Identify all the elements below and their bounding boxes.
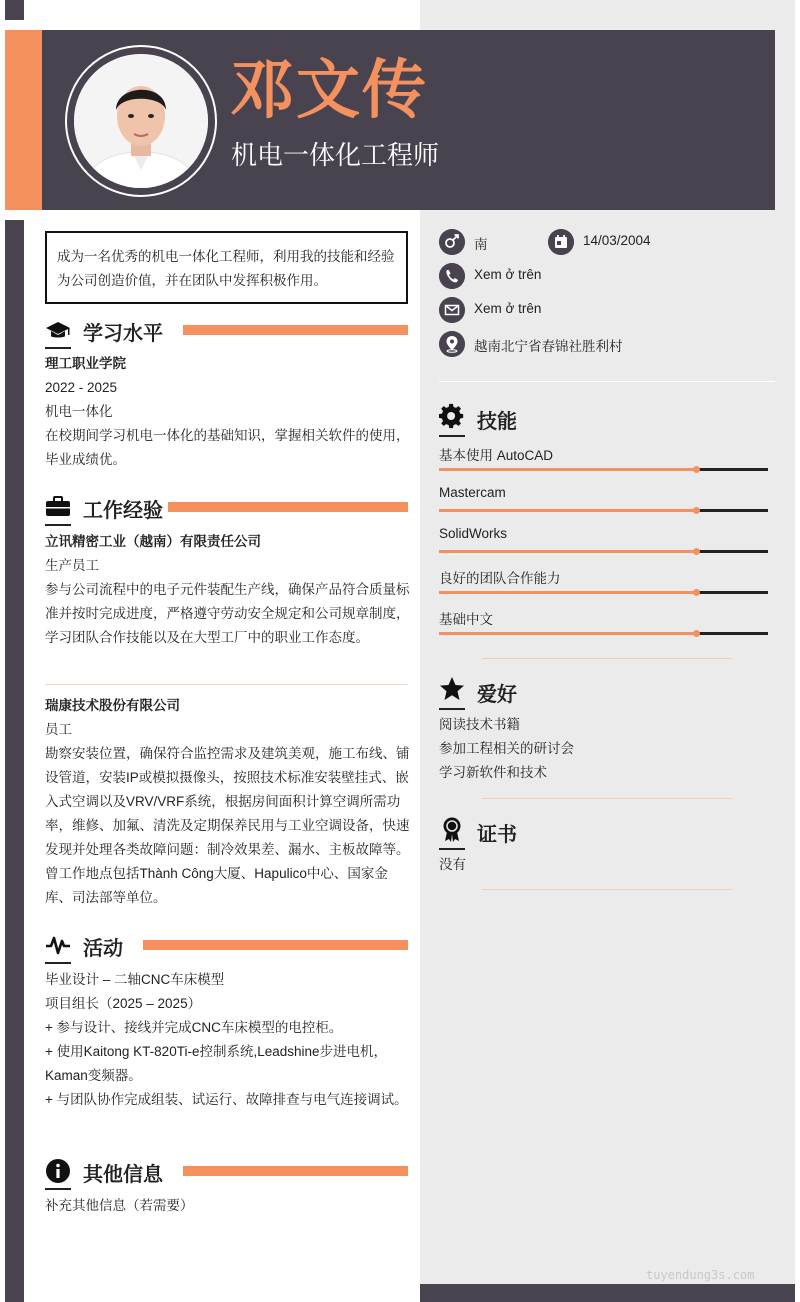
header-banner [5,30,775,210]
skill-name: SolidWorks [439,526,508,541]
contact-birthday [548,229,688,255]
sidebar-bottom-bar [420,1284,795,1302]
hobby-item: 阅读技术书籍 [439,717,520,732]
gear-icon [439,403,465,429]
job-role: 员工 [45,722,72,737]
gender-icon [439,229,465,255]
section-underline [439,708,465,710]
graduation-cap-icon [45,317,71,343]
info-icon [45,1158,71,1184]
award-ribbon-icon [439,816,465,842]
email-value: Xem ở trên [474,301,542,316]
contact-address [439,331,759,357]
other-info-title: 其他信息 [83,1164,163,1186]
candidate-name: 邓文传 [230,54,428,126]
job-description: 参与公司流程中的电子元件装配生产线，确保产品符合质量标准并按时完成进度，严格遵守劳动安全规定和公司规章制度，学习团队合作技能以及在大型工厂中的职业工作态度。 [45,582,410,645]
contact-gender [439,229,549,255]
skill-level-fill [439,632,696,635]
skill-level-handle [693,548,700,555]
skill-level-handle [693,589,700,596]
location-pin-icon [439,331,465,357]
skill-level-track [439,550,768,553]
activity-line: + 与团队协作完成组装、试运行、故障排查与电气连接调试。 [45,1092,408,1107]
section-underline [439,848,465,850]
education-years: 2022 - 2025 [45,380,118,395]
skill-name: 良好的团队合作能力 [439,571,561,586]
skill-name: Mastercam [439,485,506,500]
skill-level-handle [693,466,700,473]
briefcase-icon [45,494,71,520]
skill-item [439,526,769,556]
activity-pulse-icon [45,932,71,958]
skill-level-handle [693,630,700,637]
left-strip-top [5,0,24,20]
section-underline [439,435,465,437]
hobby-item: 学习新软件和技术 [439,765,547,780]
school-name: 理工职业学院 [45,356,126,371]
phone-value: Xem ở trên [474,267,542,282]
skills-section-header [439,403,739,437]
experience-title: 工作经验 [83,500,163,522]
education-description: 在校期间学习机电一体化的基础知识，掌握相关软件的使用，毕业成绩优。 [45,428,410,467]
avatar-portrait [74,54,208,188]
skill-level-fill [439,591,696,594]
skill-level-track [439,468,768,471]
activity-line: + 使用Kaitong KT-820Ti-e控制系统,Leadshine步进电机，Kaman变频器。 [45,1044,388,1083]
certificates-section-header [439,816,739,850]
left-strip [5,220,24,1302]
skill-level-track [439,632,768,635]
header-accent-stripe [5,30,42,210]
certificates-text: 没有 [439,857,466,872]
section-underline [45,524,71,526]
skill-item [439,444,769,474]
activity-line: 项目组长（2025 – 2025） [45,996,202,1011]
experience-job-2 [45,694,410,910]
calendar-icon [548,229,574,255]
star-icon [439,676,465,702]
activity-line: + 参与设计、接线并完成CNC车床模型的电控柜。 [45,1020,343,1035]
avatar-ring [65,45,217,197]
address-value: 越南北宁省春锦社胜利村 [474,339,623,354]
contact-phone [439,263,599,289]
activity-line: 毕业设计 – 二轴CNC车床模型 [45,972,225,987]
company-name: 瑞康技术股份有限公司 [45,698,180,713]
email-icon [439,297,465,323]
gender-value: 南 [474,237,488,252]
hobbies-list [439,713,769,785]
career-objective: 成为一名优秀的机电一体化工程师，利用我的技能和经验为公司创造价值，并在团队中发挥积极作用。 [45,231,408,304]
hobbies-title: 爱好 [477,684,517,706]
contact-divider [439,381,775,382]
skill-level-track [439,591,768,594]
phone-icon [439,263,465,289]
skill-level-track [439,509,768,512]
experience-section-header [45,492,408,526]
education-block [45,352,410,472]
skill-level-fill [439,468,696,471]
avatar [74,54,208,188]
skill-level-handle [693,507,700,514]
experience-job-1 [45,530,410,650]
skill-name: 基本使用 AutoCAD [439,448,554,463]
skills-title: 技能 [477,411,517,433]
section-accent-bar [183,325,408,335]
skill-item [439,567,769,597]
section-underline [45,962,71,964]
activities-section-header [45,930,408,964]
other-info-section-header [45,1156,408,1190]
section-accent-bar [183,1166,408,1176]
activities-title: 活动 [83,938,123,960]
skill-level-fill [439,509,696,512]
skill-level-fill [439,550,696,553]
section-accent-bar [143,940,408,950]
skill-item [439,485,769,515]
section-accent-bar [168,502,408,512]
skill-item [439,608,769,638]
section-underline [45,347,71,349]
hobby-item: 参加工程相关的研讨会 [439,741,574,756]
company-name: 立讯精密工业（越南）有限责任公司 [45,534,261,549]
section-underline [45,1188,71,1190]
certificates-divider [482,889,732,890]
job-role: 生产员工 [45,558,99,573]
education-section-header [45,315,408,349]
hobbies-section-header [439,676,739,710]
job-title: 机电一体化工程师 [231,140,440,170]
birthday-value: 14/03/2004 [583,233,651,248]
job-divider [45,684,408,685]
other-info-text: 补充其他信息（若需要） [45,1198,194,1213]
job-description: 勘察安装位置，确保符合监控需求及建筑美观，施工布线、铺设管道，安装IP或模拟摄像头，按照技术标准安装壁挂式、嵌入式空调以及VRV/VRF系统，根据房间面积计算空调所需功率，维修、加氟、清洗及定期保养民用与工业空调设备，快速发现并处理各类故障问题：制冷效果差、漏水、主板故障等。曾工作地点包括Thành Công大厦、Hapulico中心、国家金库、司法部等单位。 [45,746,410,905]
education-major: 机电一体化 [45,404,113,419]
hobbies-divider [482,798,732,799]
contact-email [439,297,599,323]
activities-block [45,968,410,1112]
watermark: tuyendung3s.com [646,1268,755,1282]
skill-name: 基础中文 [439,612,493,627]
education-title: 学习水平 [83,323,163,345]
certificates-title: 证书 [477,824,517,846]
skills-divider [482,658,732,659]
